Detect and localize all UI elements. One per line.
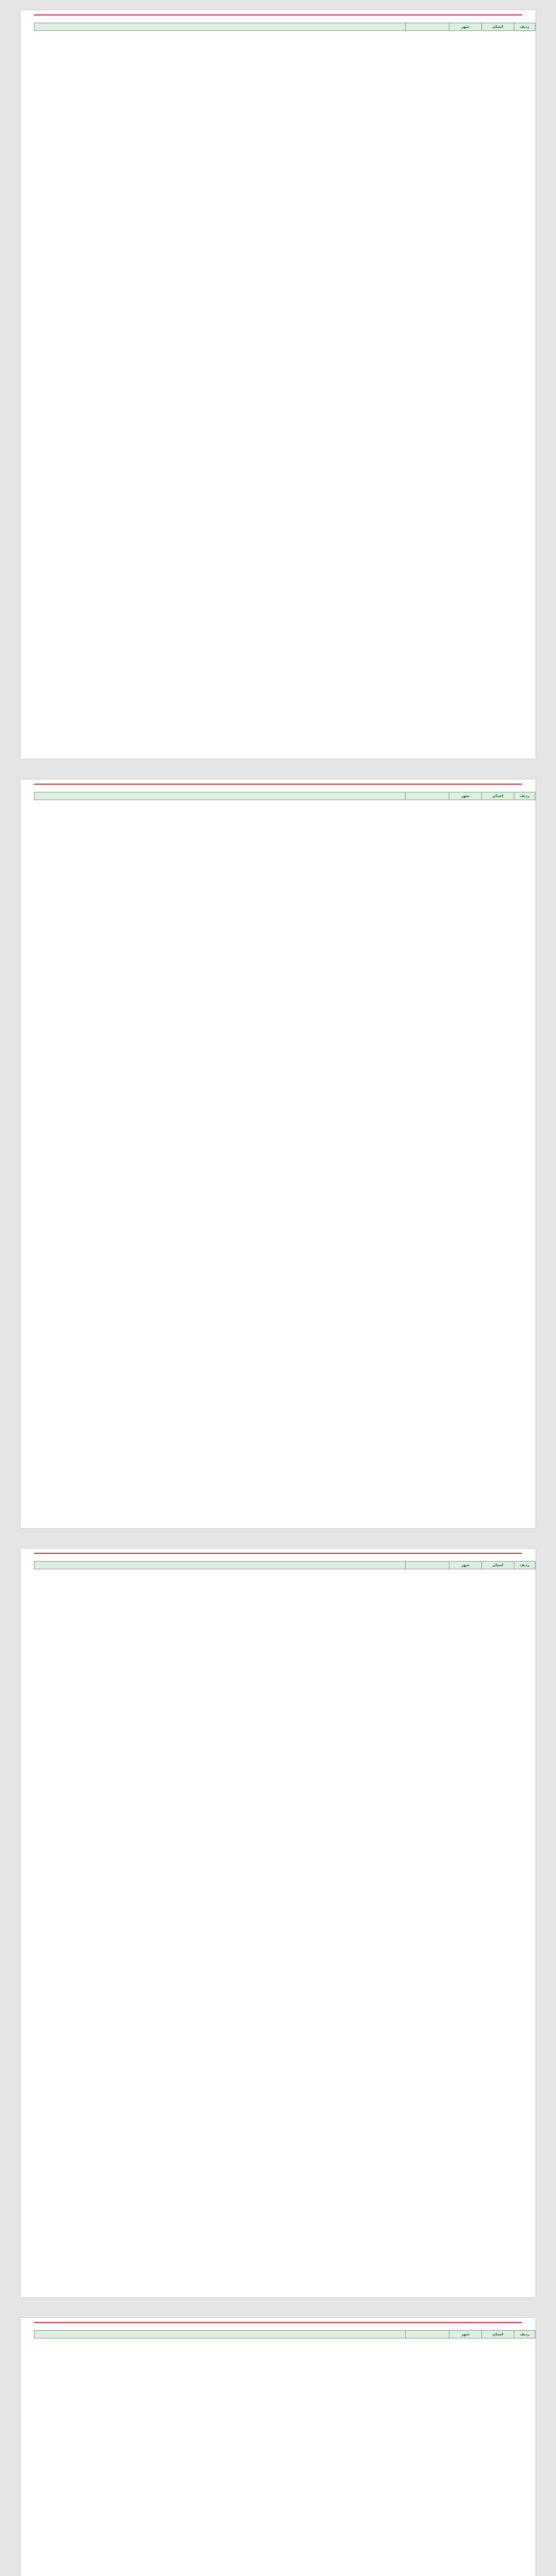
page-top-rule: [34, 1553, 522, 1554]
header-city: شهر: [449, 1562, 482, 1569]
header-code: [406, 23, 449, 31]
page-2: [21, 779, 535, 1528]
page-1: [21, 10, 535, 759]
table-page-1: [34, 23, 535, 31]
header-address: [34, 1562, 406, 1569]
header-address: [34, 2331, 406, 2338]
page-top-rule: [34, 2322, 522, 2323]
header-code: [406, 1562, 449, 1569]
page-3: [21, 1549, 535, 2297]
header-state: استان: [482, 1562, 514, 1569]
header-row: ردیف: [514, 23, 535, 31]
header-code: [406, 792, 449, 800]
header-city: شهر: [449, 23, 482, 31]
header-state: استان: [482, 792, 514, 800]
header-state: استان: [482, 23, 514, 31]
header-city: شهر: [449, 792, 482, 800]
table-page-4: [34, 2330, 535, 2338]
header-code: [406, 2331, 449, 2338]
header-address: [34, 23, 406, 31]
header-row: ردیف: [514, 2331, 535, 2338]
page-top-rule: [34, 14, 522, 15]
table-page-2: [34, 792, 535, 800]
table-page-3: [34, 1561, 535, 1569]
header-state: استان: [482, 2331, 514, 2338]
header-row: ردیف: [514, 1562, 535, 1569]
page-4: [21, 2318, 535, 2576]
header-row: ردیف: [514, 792, 535, 800]
header-address: [34, 792, 406, 800]
page-top-rule: [34, 784, 522, 785]
header-city: شهر: [449, 2331, 482, 2338]
